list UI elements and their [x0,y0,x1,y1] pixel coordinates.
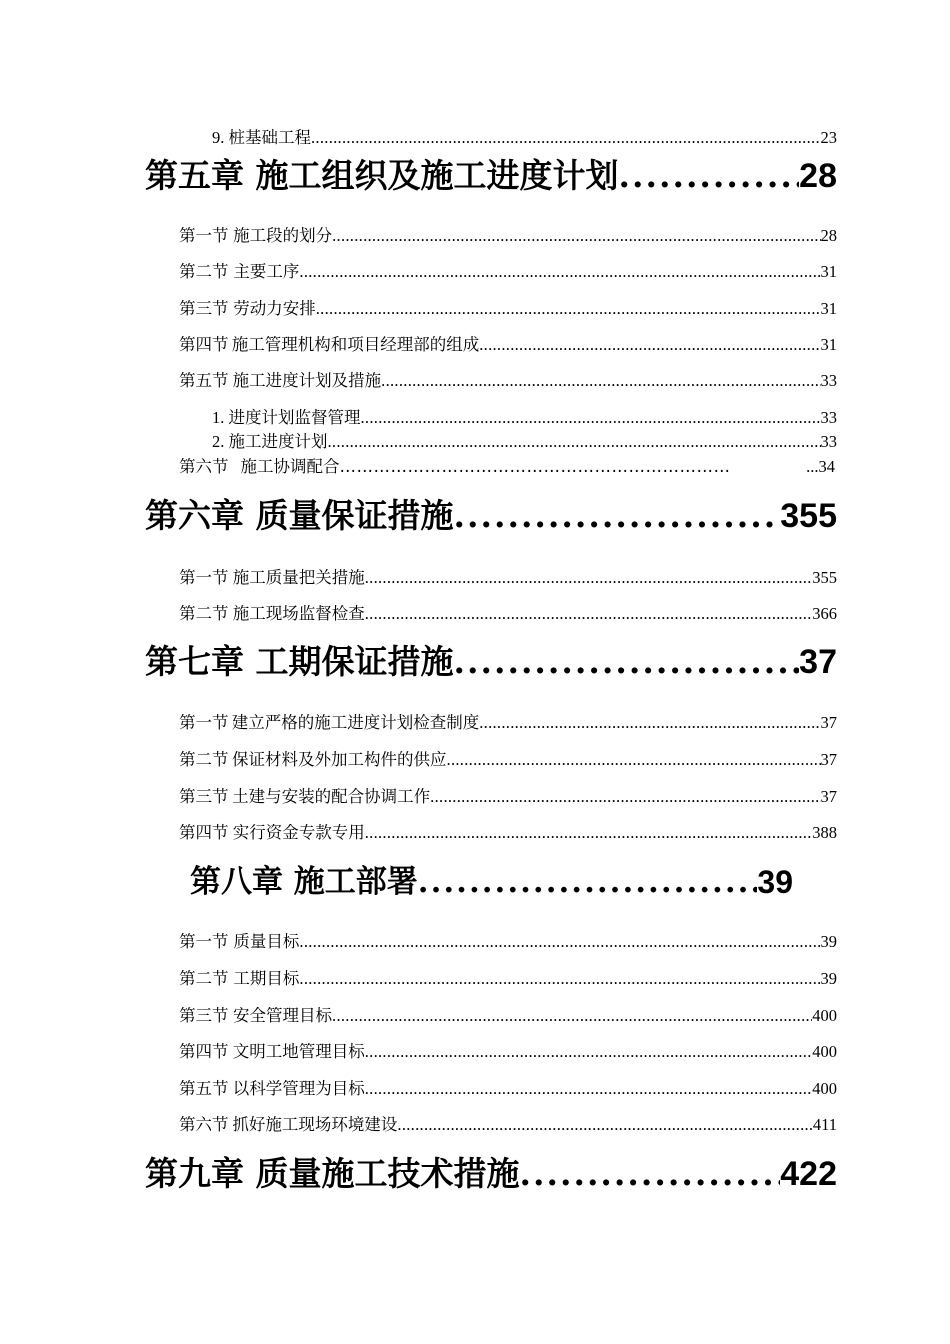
section-page-number: 28 [820,226,837,245]
toc-item-pile-foundation[interactable] [212,127,837,149]
section-label: 安全管理目标 [233,1006,333,1025]
toc-subitem[interactable] [212,431,837,453]
section-label: 土建与安装的配合协调工作 [232,787,431,806]
toc-section[interactable] [179,968,837,990]
chapter-title: 第七章 工期保证措施 [145,642,454,681]
section-number: 第一节 [179,932,229,951]
section-number: 第二节 [179,969,229,988]
section-label: 施工现场监督检查 [232,604,365,623]
toc-leader-dots [447,749,821,771]
section-number: 第一节 [179,713,229,732]
chapter-page-number: 422 [780,1155,837,1193]
toc-leader-dots [454,640,800,684]
chapter-page-number: 355 [780,497,837,535]
section-number: 第三节 [179,787,229,806]
section-page-number: 400 [812,1006,837,1025]
toc-leader-dots [328,431,821,453]
section-number: 第四节 [179,1042,229,1061]
toc-section[interactable] [179,1041,837,1063]
toc-leader-dots [361,407,821,429]
toc-leader-dots [299,261,820,283]
chapter-title: 第五章 施工组织及施工进度计划 [145,156,619,195]
chapter-page-number: 39 [757,864,793,900]
toc-leader-dots [299,931,820,953]
section-label: 建立严格的施工进度计划检查制度 [231,713,480,732]
section-number: 第二节 [179,604,229,623]
toc-section[interactable] [179,786,837,808]
toc-leader-dots [299,968,820,990]
chapter-title: 第六章 质量保证措施 [145,496,454,535]
section-label: 以科学管理为目标 [232,1079,365,1098]
toc-leader-dots [381,370,820,392]
section-number: 第二节 [179,750,229,769]
toc-chapter-6[interactable] [145,494,837,538]
toc-section[interactable] [179,456,835,478]
section-page-number: 31 [820,262,837,281]
section-number: 第六节 [179,1115,229,1134]
section-page-number: 355 [812,568,837,587]
section-page-number: 400 [812,1042,837,1061]
section-number: 第五节 [179,1079,229,1098]
section-number: 第四节 [179,335,229,354]
toc-chapter-7[interactable] [145,640,837,684]
toc-leader-dots [365,822,813,844]
toc-leader-dots [316,298,821,320]
section-page-number: 31 [820,299,837,318]
toc-leader-dots [454,494,781,538]
section-number: 第三节 [179,299,229,318]
toc-section[interactable] [179,370,837,392]
section-page-number: ...34 [806,457,835,476]
section-label: 保证材料及外加工构件的供应 [232,750,447,769]
section-page-number: 400 [812,1079,837,1098]
section-number: 第三节 [179,1006,229,1025]
section-page-number: 39 [820,969,837,988]
section-label: 施工管理机构和项目经理部的组成 [231,335,480,354]
section-label: 文明工地管理目标 [232,1042,365,1061]
section-number: 第五节 [179,371,229,390]
section-label: 施工进度计划及措施 [232,371,382,390]
toc-leader-dots [332,225,820,247]
subitem-label: 1. 进度计划监督管理 [212,408,361,427]
section-page-number: 33 [820,371,837,390]
section-label: 施工段的划分 [233,226,333,245]
section-number: 第一节 [179,226,229,245]
toc-page-number: 23 [820,128,837,147]
toc-leader-dots [397,1114,812,1136]
section-label: 工期目标 [233,969,300,988]
subitem-page-number: 33 [820,432,837,451]
toc-leader-dots [365,1078,813,1100]
subitem-label: 2. 施工进度计划 [212,432,328,451]
section-label: 劳动力安排 [233,299,316,318]
section-number: 第一节 [179,568,229,587]
section-page-number: 37 [820,750,837,769]
toc-leader-dots [365,567,813,589]
toc-leader-bullets: …………………………………………………………… [339,457,731,476]
toc-leader-dots [619,154,800,198]
toc-section[interactable] [179,261,837,283]
chapter-page-number: 28 [799,157,837,195]
section-label: 抓好施工现场环境建设 [232,1115,398,1134]
section-page-number: 37 [820,787,837,806]
toc-leader-dots [479,334,820,356]
section-label: 质量目标 [233,932,300,951]
toc-leader-dots [311,127,821,149]
toc-section[interactable] [179,1078,837,1100]
toc-section[interactable] [179,298,837,320]
toc-section[interactable] [179,931,837,953]
toc-section[interactable] [179,749,837,771]
toc-section[interactable] [179,1114,837,1136]
toc-section[interactable] [179,225,837,247]
section-page-number: 39 [820,932,837,951]
chapter-title: 第九章 质量施工技术措施 [145,1154,520,1193]
toc-section[interactable] [179,712,837,734]
toc-leader-dots [365,1041,813,1063]
toc-item-label: 9. 桩基础工程 [212,128,311,147]
toc-chapter-5[interactable] [145,154,837,198]
toc-subitem[interactable] [212,407,837,429]
section-label: 施工协调配合 [240,457,340,476]
toc-leader-dots [418,860,758,904]
toc-chapter-8[interactable] [190,860,793,904]
toc-leader-dots [430,786,820,808]
section-page-number: 411 [812,1115,837,1134]
toc-chapter-9[interactable] [145,1152,837,1196]
section-number: 第二节 [179,262,229,281]
section-page-number: 388 [812,823,837,842]
section-label: 主要工序 [233,262,300,281]
toc-section[interactable] [179,567,837,589]
toc-section[interactable] [179,822,837,844]
subitem-page-number: 33 [820,408,837,427]
toc-leader-dots [479,712,820,734]
toc-leader-dots [520,1152,781,1196]
section-page-value: 34 [818,457,835,476]
toc-section[interactable] [179,334,837,356]
section-page-number: 37 [820,713,837,732]
toc-section[interactable] [179,1005,837,1027]
section-number: 第四节 [179,823,229,842]
section-number: 第六节 [179,457,229,476]
toc-leader-dots [365,603,813,625]
chapter-page-number: 37 [799,643,837,681]
toc-leader-dots [332,1005,812,1027]
section-page-number: 366 [812,604,837,623]
section-label: 施工质量把关措施 [232,568,365,587]
toc-section[interactable] [179,603,837,625]
section-label: 实行资金专款专用 [232,823,365,842]
section-page-number: 31 [820,335,837,354]
chapter-title: 第八章 施工部署 [190,864,418,900]
